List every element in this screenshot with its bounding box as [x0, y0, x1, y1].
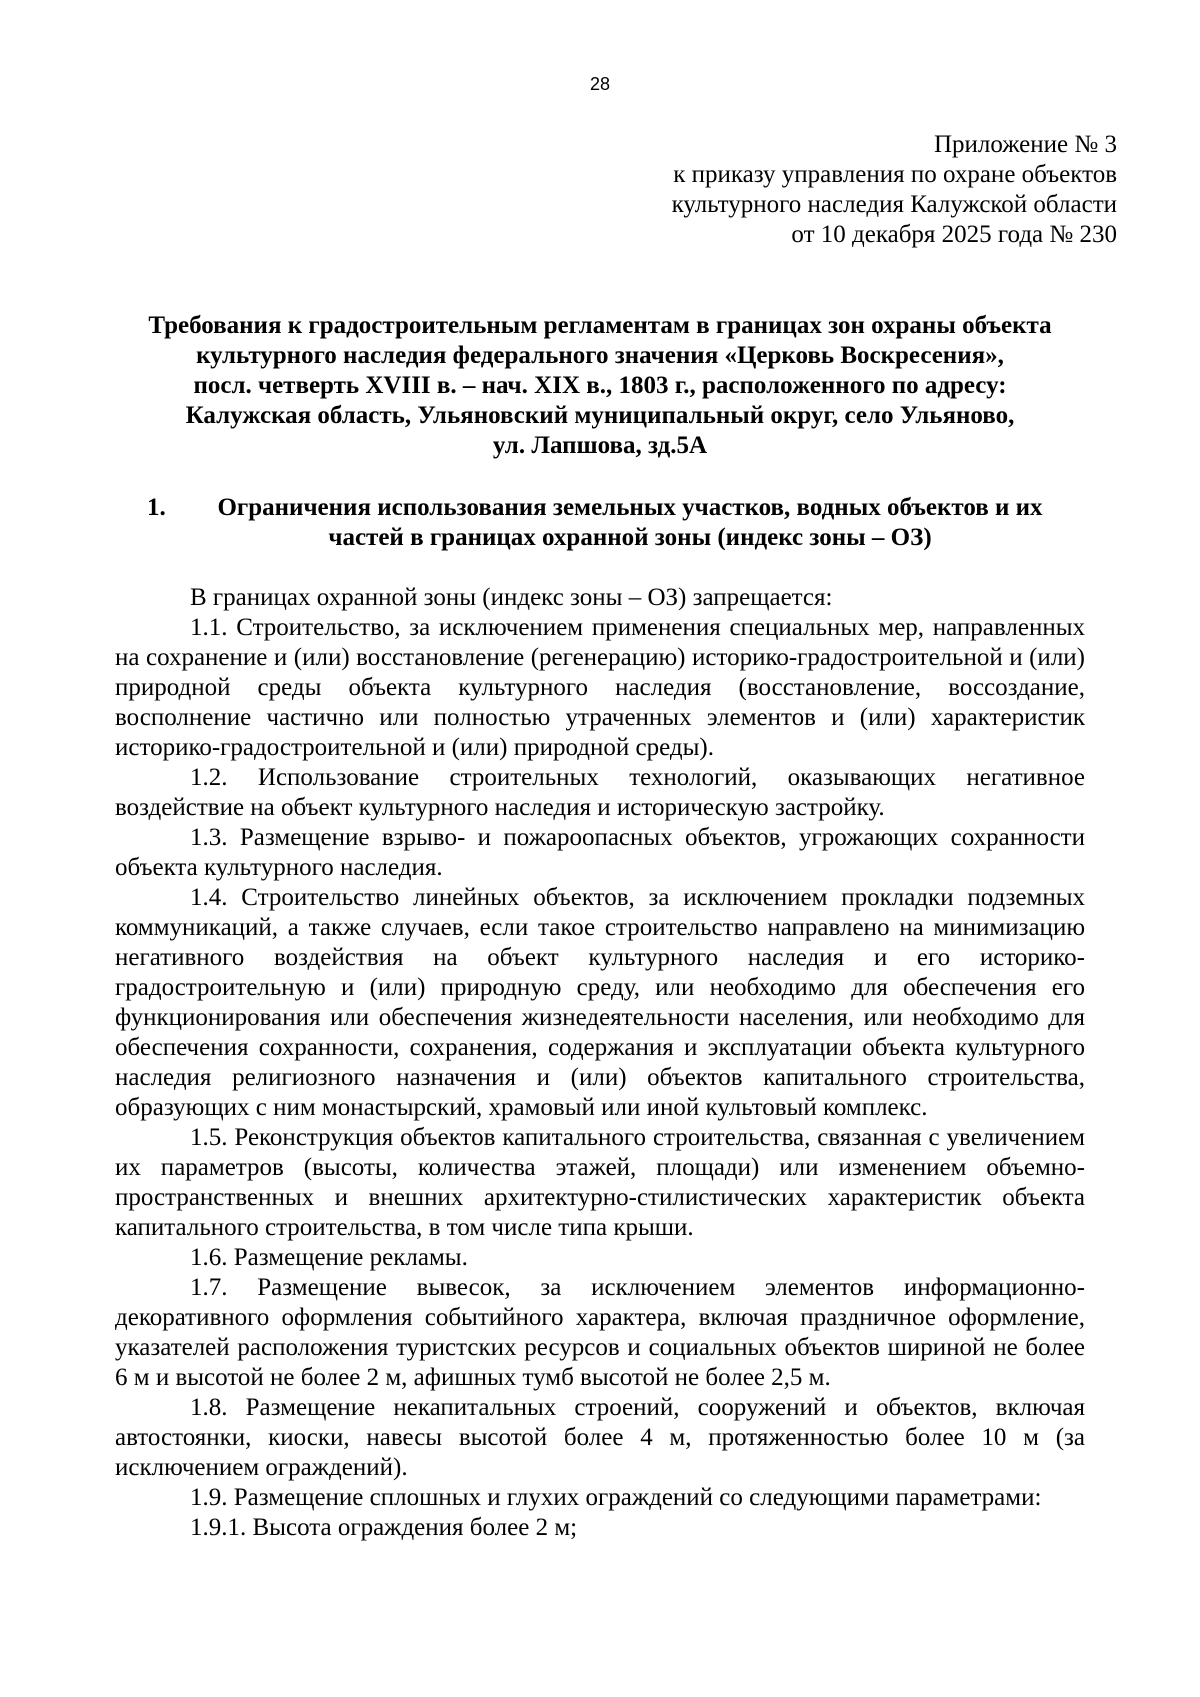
section-heading	[115, 493, 1085, 553]
appendix-block	[672, 130, 1117, 250]
paragraph-1-2: 1.2. Использование строительных технологий, оказывающих негативное воздействие на объект культурного наследия и историческую застройку.	[115, 764, 1085, 821]
title-line-3: посл. четверть XVIII в. – нач. XIX в., 1803 г., расположенного по адресу:	[193, 372, 1007, 399]
title-line-5: ул. Лапшова, зд.5А	[492, 432, 708, 459]
paragraph-1-4: 1.4. Строительство линейных объектов, за исключением прокладки подземных коммуникаций, а также случаев, если такое строительство направлено на минимизацию негативного воздействия на объект культурного наследия и его историко-градостроительную и (или) природную среду, или необходимо для обеспечения его функционирования или обеспечения жизнедеятельности населения, или необходимо для обеспечения сохранности, сохранения, содержания и эксплуатации объекта культурного наследия религиозного назначения и (или) объектов капитального строительства, образующих с ним монастырский, храмовый или иной культовый комплекс.	[115, 884, 1085, 1121]
section-number: 1.	[147, 494, 166, 521]
appendix-line-2: к приказу управления по охране объектов	[673, 161, 1117, 188]
section-heading-line-2: частей в границах охранной зоны (индекс зоны – ОЗ)	[328, 524, 932, 551]
page-number: 28	[589, 74, 611, 94]
appendix-line-1: Приложение № 3	[933, 131, 1117, 158]
paragraph-1-9: 1.9. Размещение сплошных и глухих ограждений со следующими параметрами:	[190, 1484, 1042, 1511]
paragraph-1-8: 1.8. Размещение некапитальных строений, сооружений и объектов, включая автостоянки, киоски, навесы высотой более 4 м, протяженностью более 10 м (за исключением ограждений).	[115, 1394, 1085, 1481]
paragraph-1-3: 1.3. Размещение взрыво- и пожароопасных объектов, угрожающих сохранности объекта культурного наследия.	[115, 824, 1085, 881]
section-heading-line-1: Ограничения использования земельных участков, водных объектов и их	[217, 494, 1043, 521]
appendix-line-4: от 10 декабря 2025 года № 230	[791, 221, 1117, 248]
paragraph-intro: В границах охранной зоны (индекс зоны – ОЗ) запрещается:	[190, 584, 833, 611]
body-text	[115, 583, 1085, 1543]
document-title	[115, 311, 1085, 461]
title-line-4: Калужская область, Ульяновский муниципальный округ, село Ульяново,	[185, 402, 1015, 429]
paragraph-1-7: 1.7. Размещение вывесок, за исключением элементов информационно-декоративного оформления событийного характера, включая праздничное оформление, указателей расположения туристских ресурсов и социальных объектов шириной не более 6 м и высотой не более 2 м, афишных тумб высотой не более 2,5 м.	[115, 1274, 1085, 1391]
paragraph-1-1: 1.1. Строительство, за исключением применения специальных мер, направленных на сохранение и (или) восстановление (регенерацию) историко-градостроительной и (или) природной среды объекта культурного наследия (восстановление, воссоздание, восполнение частично или полностью утраченных элементов и (или) характеристик историко-градостроительной и (или) природной среды).	[115, 614, 1085, 761]
paragraph-1-6: 1.6. Размещение рекламы.	[190, 1244, 468, 1271]
title-line-2: культурного наследия федерального значения «Церковь Воскресения»,	[196, 342, 1004, 369]
title-line-1: Требования к градостроительным регламентам в границах зон охраны объекта	[148, 312, 1052, 339]
appendix-line-3: культурного наследия Калужской области	[671, 191, 1117, 218]
paragraph-1-5: 1.5. Реконструкция объектов капитального строительства, связанная с увеличением их параметров (высоты, количества этажей, площади) или изменением объемно-пространственных и внешних архитектурно-стилистических характеристик объекта капитального строительства, в том числе типа крыши.	[115, 1124, 1085, 1241]
paragraph-1-9-1: 1.9.1. Высота ограждения более 2 м;	[190, 1514, 578, 1541]
